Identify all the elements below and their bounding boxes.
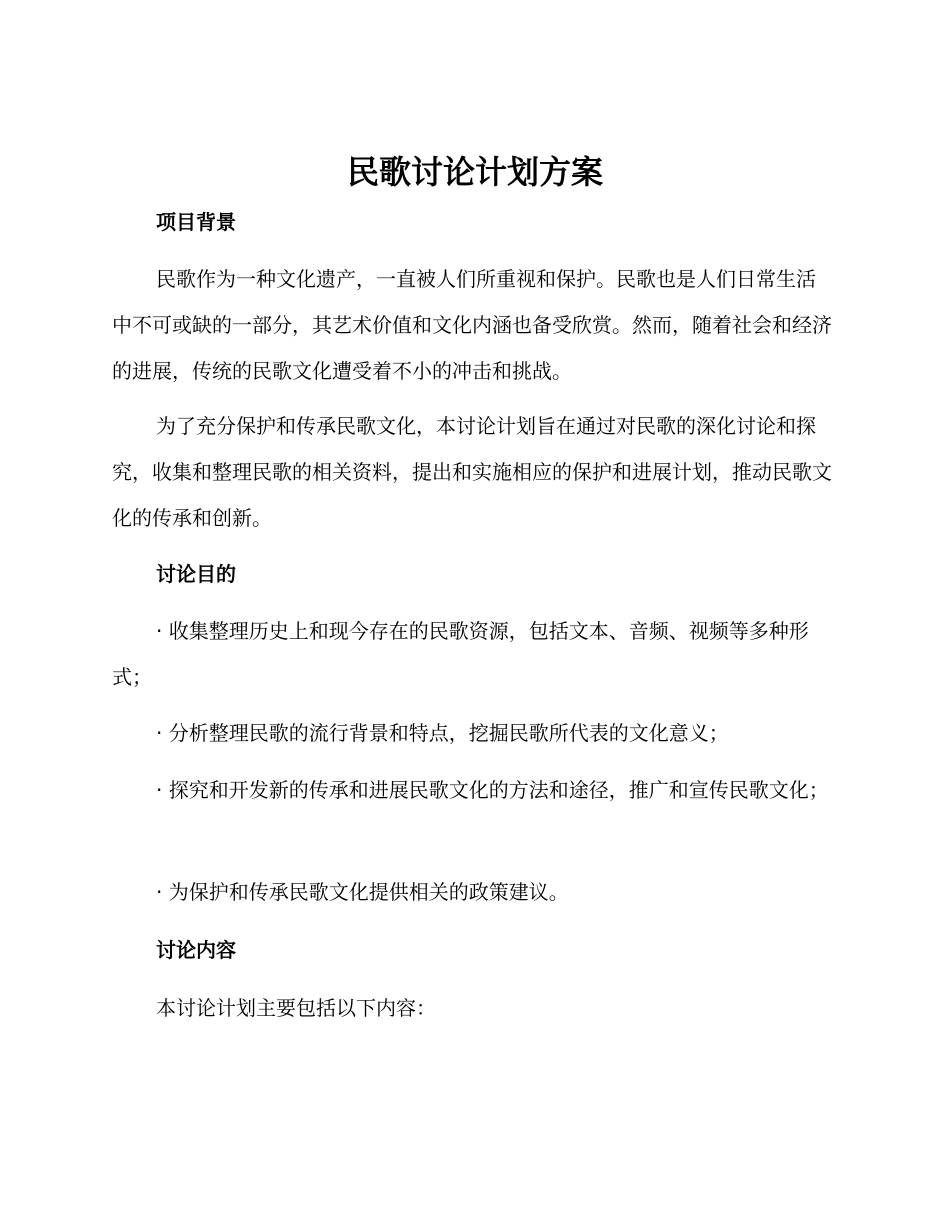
goal-item-3: · 探究和开发新的传承和进展民歌文化的方法和途径，推广和宣传民歌文化；	[156, 778, 829, 802]
background-paragraph-2: 为了充分保护和传承民歌文化，本讨论计划旨在通过对民歌的深化讨论和探究，收集和整理民歌的相关资料，提出和实施相应的保护和进展计划，推动民歌文化的传承和创新。	[112, 414, 832, 530]
goal-item-2: · 分析整理民歌的流行背景和特点，挖掘民歌所代表的文化意义；	[156, 721, 729, 745]
section-heading-goals: 讨论目的	[156, 562, 236, 586]
background-paragraph-1: 民歌作为一种文化遗产，一直被人们所重视和保护。民歌也是人们日常生活中不可或缺的一部分，其艺术价值和文化内涵也备受欣赏。然而，随着社会和经济的进展，传统的民歌文化遭受着不小的冲击和挑战。	[112, 267, 832, 383]
goal-item-1: · 收集整理历史上和现今存在的民歌资源，包括文本、音频、视频等多种形式；	[112, 619, 809, 689]
content-intro-paragraph: 本讨论计划主要包括以下内容：	[156, 996, 436, 1020]
section-heading-content: 讨论内容	[156, 938, 236, 962]
section-heading-background: 项目背景	[156, 210, 236, 234]
document-title: 民歌讨论计划方案	[346, 153, 603, 191]
goal-item-4: · 为保护和传承民歌文化提供相关的政策建议。	[156, 880, 569, 904]
